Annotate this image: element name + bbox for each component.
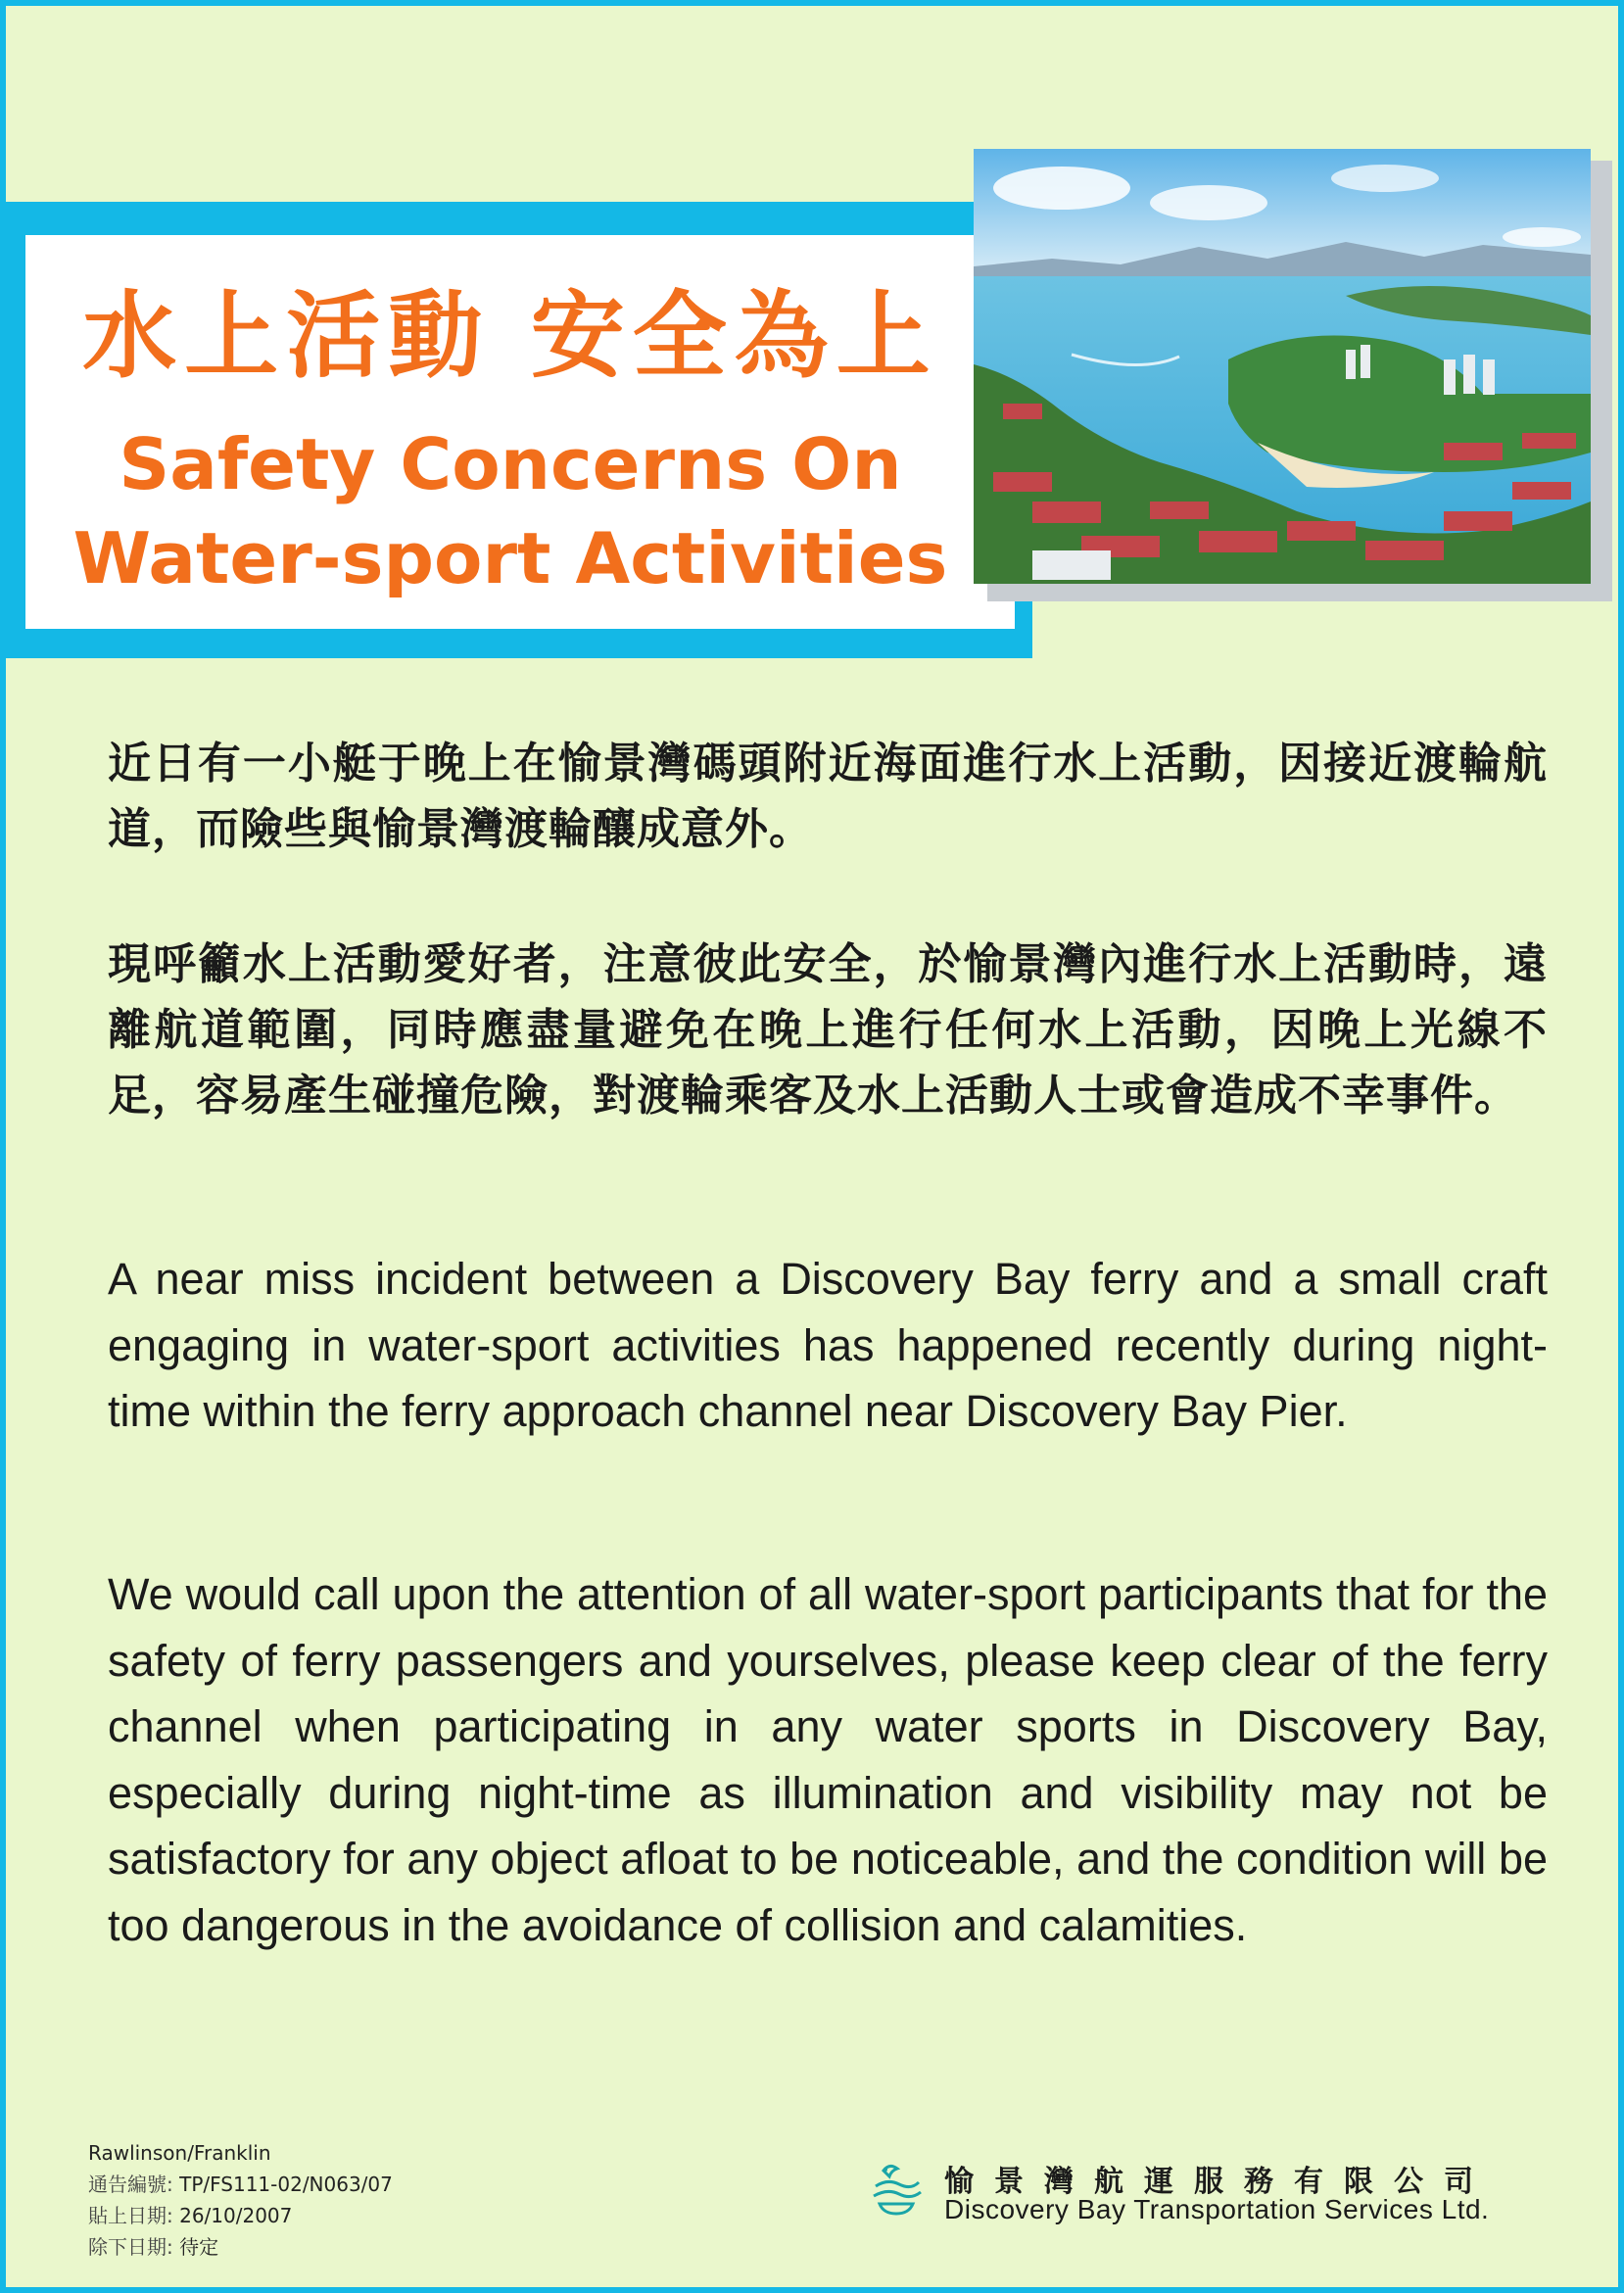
notice-number-value: TP/FS111-02/N063/07 <box>179 2173 393 2196</box>
removal-date-value: 待定 <box>179 2235 219 2259</box>
company-name-chinese: 愉景灣航運服務有限公司 <box>944 2165 1494 2199</box>
removal-date-label: 除下日期: <box>88 2235 173 2259</box>
company-name-english: Discovery Bay Transportation Services Ltd. <box>944 2194 1490 2224</box>
removal-date-row <box>88 2231 393 2263</box>
bird-wave-logo-icon <box>870 2161 923 2218</box>
title-english <box>25 417 995 605</box>
authors: Rawlinson/Franklin <box>88 2141 271 2165</box>
company-signature <box>870 2157 1555 2235</box>
title-chinese: 水上活動 安全為上 <box>82 280 938 391</box>
posted-date-value: 26/10/2007 <box>179 2204 293 2227</box>
header-title-box <box>25 235 1015 629</box>
notice-number-row <box>88 2169 393 2200</box>
chinese-paragraph-1: 近日有一小艇于晚上在愉景灣碼頭附近海面進行水上活動，因接近渡輪航道，而險些與愉景灣渡輪釀成意外。 <box>108 739 1548 854</box>
title-english-line-1: Safety Concerns On <box>119 423 902 505</box>
posted-date-row <box>88 2200 393 2231</box>
posted-date-label: 貼上日期: <box>88 2204 173 2227</box>
english-paragraph-1: A near miss incident between a Discovery Bay ferry and a small craft engaging in water-sport activities has happened recently during night-time within the ferry approach channel near Discovery Bay Pier. <box>108 1254 1548 1436</box>
notice-number-label: 通告編號: <box>88 2173 173 2196</box>
discovery-bay-photo <box>974 149 1591 584</box>
title-english-line-2: Water-sport Activities <box>72 517 948 599</box>
bay-aerial-image <box>974 149 1591 584</box>
english-paragraph-2: We would call upon the attention of all water-sport participants that for the safety of ferry passengers and yourselves, please keep clear of the ferry channel when participating in any water sports in Discovery Bay, especially during night-time as illumination and visibility may not be satisfactory for any object afloat to be noticeable, and the condition will be too dangerous in the avoidance of collision and calamities. <box>108 1569 1548 1950</box>
notice-reference-block <box>88 2137 393 2263</box>
chinese-paragraph-2: 現呼籲水上活動愛好者，注意彼此安全，於愉景灣內進行水上活動時，遠離航道範圍，同時應盡量避免在晚上進行任何水上活動，因晚上光線不足，容易產生碰撞危險，對渡輪乘客及水上活動人士或會造成不幸事件。 <box>108 939 1548 1121</box>
